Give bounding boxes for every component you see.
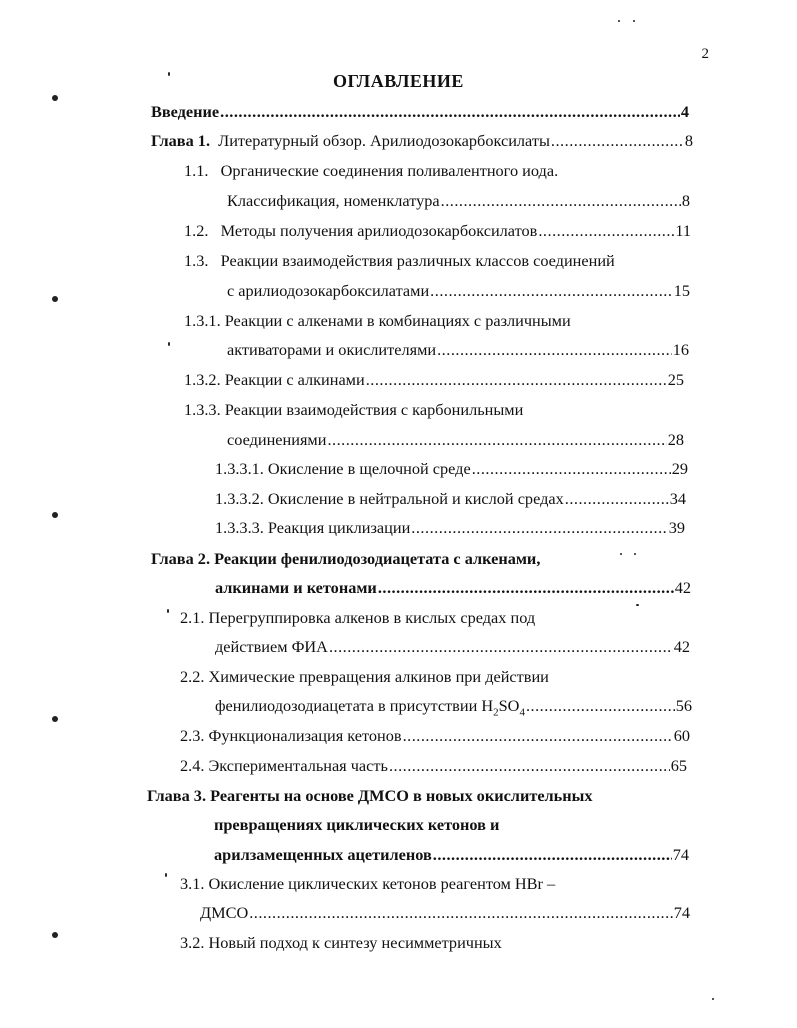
- toc-num: 2.2.: [180, 667, 205, 686]
- toc-leader: [526, 696, 675, 716]
- toc-label: соединениями: [227, 430, 327, 449]
- toc-entry-1-3-1-line1: [184, 311, 571, 333]
- toc-page: 56: [675, 696, 692, 715]
- toc-leader: [433, 845, 672, 865]
- scan-speck: [52, 95, 58, 101]
- toc-num: 2.4.: [180, 756, 205, 775]
- toc-page: 8: [681, 191, 690, 210]
- toc-entry-1-1-line1: [184, 161, 558, 183]
- toc-label: Методы получения арилиодозокарбоксилатов: [220, 221, 538, 240]
- toc-page: 39: [668, 518, 685, 537]
- toc-num: Глава 2.: [151, 549, 211, 568]
- toc-leader: [327, 430, 666, 450]
- toc-label: действием ФИА: [215, 637, 328, 656]
- toc-page: 29: [671, 459, 688, 478]
- scan-speck: [168, 342, 170, 346]
- scan-speck: [620, 553, 622, 555]
- toc-entry-2-2-line2: [215, 696, 692, 718]
- toc-leader: [441, 191, 681, 211]
- toc-entry-1-1-line2: [227, 191, 690, 213]
- toc-page: 34: [669, 489, 686, 508]
- toc-page: 16: [672, 340, 689, 359]
- toc-entry-1-2: [184, 221, 691, 243]
- toc-label: Реакции с алкинами: [224, 370, 365, 389]
- toc-entry-ch3-line3: [214, 845, 689, 867]
- toc-leader: [551, 131, 684, 151]
- toc-entry-ch2-line1: [151, 549, 540, 571]
- toc-label: Литературный обзор. Арилиодозокарбоксилаты: [218, 131, 550, 150]
- scan-speck: [52, 932, 58, 938]
- toc-leader: [220, 102, 680, 122]
- scan-speck: [165, 873, 167, 877]
- toc-page: 8: [684, 131, 693, 150]
- toc-num: 3.1.: [180, 874, 205, 893]
- toc-num: 1.3.1.: [184, 311, 221, 330]
- toc-num: 2.1.: [180, 608, 205, 627]
- toc-leader: [403, 726, 673, 746]
- toc-page: 11: [675, 221, 691, 240]
- scan-speck: [52, 296, 58, 302]
- toc-entry-1-3-3-line1: [184, 400, 523, 422]
- toc-entry-ch2-line2: [215, 578, 691, 600]
- toc-num: 1.3.3.1.: [215, 459, 264, 478]
- toc-label: превращениях циклических кетонов и: [214, 815, 500, 834]
- toc-label: активаторами и окислителями: [227, 340, 437, 359]
- toc-label: Окисление в нейтральной и кислой средах: [267, 489, 564, 508]
- toc-label: Реакции с алкенами в комбинациях с различными: [224, 311, 571, 330]
- toc-entry-1-3-2: [184, 370, 684, 392]
- toc-leader: [389, 756, 670, 776]
- toc-label: Классификация, номенклатура: [227, 191, 440, 210]
- toc-num: 3.2.: [180, 933, 205, 952]
- toc-entry-2-2-line1: [180, 667, 549, 689]
- toc-label: Функционализация кетонов: [208, 726, 402, 745]
- toc-label: Органические соединения поливалентного иода.: [220, 161, 559, 180]
- toc-page: 25: [667, 370, 684, 389]
- toc-num: 1.3.3.: [184, 400, 221, 419]
- toc-leader: [411, 518, 667, 538]
- toc-label: фенилиодозодиацетата в присутствии $H_2SO_4$: [215, 696, 525, 719]
- toc-entry-3-1-line1: [180, 874, 555, 896]
- toc-num: 1.3.2.: [184, 370, 221, 389]
- toc-label: Реакции фенилиодозодиацетата с алкенами,: [214, 549, 541, 568]
- toc-entry-3-2-line1: [180, 933, 502, 955]
- toc-leader: [565, 489, 669, 509]
- toc-entry-ch3-line2: [214, 815, 499, 837]
- scan-speck: [167, 609, 169, 613]
- toc-page: 15: [673, 281, 690, 300]
- toc-entry-ch1: [151, 131, 693, 153]
- scan-speck: [52, 716, 58, 722]
- toc-label: Химические превращения алкинов при действии: [208, 667, 549, 686]
- toc-num: Глава 3.: [147, 786, 207, 805]
- toc-num: 1.3.3.3.: [215, 518, 264, 537]
- toc-label: Реакции взаимодействия с карбонильными: [224, 400, 524, 419]
- toc-label: Введение: [151, 102, 220, 121]
- scan-speck: [634, 553, 636, 555]
- toc-entry-intro: [151, 102, 689, 124]
- toc-page: 65: [670, 756, 687, 775]
- toc-page: 60: [673, 726, 690, 745]
- toc-leader: [430, 281, 673, 301]
- scan-speck: [633, 20, 635, 22]
- toc-label: Окисление циклических кетонов реагентом HBr –: [208, 874, 556, 893]
- toc-entry-3-1-line2: [200, 903, 690, 925]
- toc-entry-2-1-line2: [215, 637, 690, 659]
- toc-leader: [366, 370, 667, 390]
- toc-page: 4: [680, 102, 689, 121]
- toc-leader: [472, 459, 671, 479]
- toc-label: арилзамещенных ацетиленов: [214, 845, 432, 864]
- toc-entry-2-3: [180, 726, 690, 748]
- toc-entry-2-4: [180, 756, 687, 778]
- scan-speck: [618, 20, 620, 22]
- toc-num: 2.3.: [180, 726, 205, 745]
- toc-entry-1-3-3-1: [215, 459, 688, 481]
- toc-entry-1-3-3-3: [215, 518, 685, 540]
- toc-label: Окисление в щелочной среде: [267, 459, 471, 478]
- toc-leader: [378, 578, 674, 598]
- toc-label: Реагенты на основе ДМСО в новых окислительных: [210, 786, 593, 805]
- toc-page: 74: [673, 903, 690, 922]
- page-title: ОГЛАВЛЕНИЕ: [333, 71, 464, 91]
- toc-num: 1.1.: [184, 161, 209, 180]
- toc-label: с арилиодозокарбоксилатами: [227, 281, 430, 300]
- toc-entry-2-1-line1: [180, 608, 535, 630]
- toc-num: Глава 1.: [151, 131, 211, 150]
- toc-entry-1-3-3-line2: [227, 430, 684, 452]
- toc-num: 1.2.: [184, 221, 209, 240]
- toc-entry-1-3-1-line2: [227, 340, 689, 362]
- toc-label: Реакция циклизации: [267, 518, 411, 537]
- toc-entry-1-3-line2: [227, 281, 690, 303]
- toc-label: Перегруппировка алкенов в кислых средах под: [208, 608, 536, 627]
- toc-num: 1.3.: [184, 251, 209, 270]
- toc-page: 28: [667, 430, 684, 449]
- toc-entry-ch3-line1: [147, 786, 593, 808]
- toc-num: 1.3.3.2.: [215, 489, 264, 508]
- toc-page: 42: [674, 578, 691, 597]
- toc-leader: [538, 221, 674, 241]
- toc-leader: [437, 340, 672, 360]
- toc-page: 42: [673, 637, 690, 656]
- toc-label: Экспериментальная часть: [208, 756, 388, 775]
- toc-entry-1-3-3-2: [215, 489, 686, 511]
- page-number: 2: [701, 46, 709, 62]
- scan-speck: [168, 72, 170, 76]
- scan-speck: [712, 998, 714, 1000]
- toc-label: Новый подход к синтезу несимметричных: [208, 933, 502, 952]
- scan-speck: [636, 604, 639, 606]
- toc-label: Реакции взаимодействия различных классов соединений: [220, 251, 615, 270]
- toc-label: алкинами и кетонами: [215, 578, 377, 597]
- toc-leader: [249, 903, 673, 923]
- toc-leader: [329, 637, 673, 657]
- scan-speck: [52, 512, 58, 518]
- toc-label: ДМСО: [200, 903, 249, 922]
- toc-page: 74: [672, 845, 689, 864]
- toc-entry-1-3-line1: [184, 251, 615, 273]
